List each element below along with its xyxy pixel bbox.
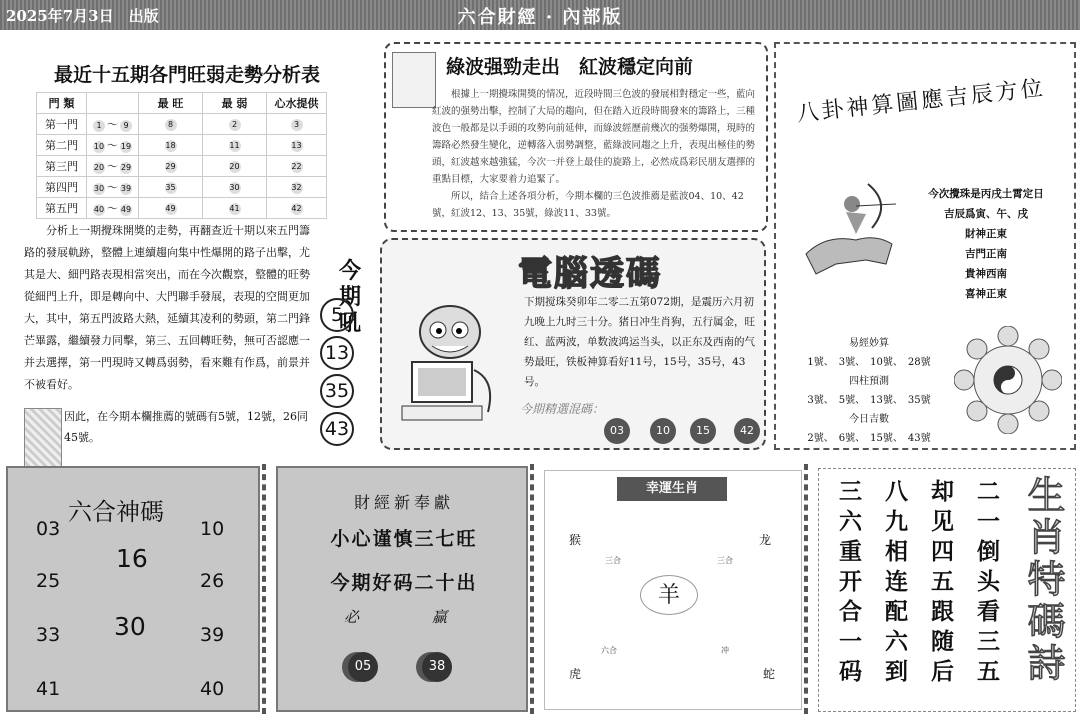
col-header: 心水提供	[267, 93, 327, 114]
select-label: 今期精選混碼：	[520, 402, 605, 416]
sizhu-label: 四柱預測	[849, 376, 889, 387]
analysis-text: 分析上一期攪珠開獎的走勢，再翻查近十期以來五門籌路的發展軌跡，整體上連續趨向集中性爆開的路子出擊，尤其是大、細門路表現相當突出，而在今次觀察，整體的旺勢從細門上升，即是轉向中、大門聯手發展，表現的空間更加大，其中，第五門波路大熱，延續其凌利的勢頭，第二門鋒芒畢露，繼續發力同擊，第三、五回轉旺勢，無可否認應一并去選擇，第一門現時又轉爲弱勢，看來難有作爲，前景并不被看好。	[24, 224, 310, 391]
col-header: 最 旺	[139, 93, 203, 114]
info-line: 貴神西南	[965, 268, 1007, 280]
caijing-line1: 小心谨慎三七旺	[330, 528, 478, 550]
liuhe-number: 41	[36, 678, 61, 700]
divider	[804, 464, 808, 714]
row-max: 8	[139, 114, 203, 135]
liuhe-number: 33	[36, 624, 61, 646]
col-header: 門 類	[37, 93, 87, 114]
liuhe-number: 40	[200, 678, 225, 700]
shout-ball: 5	[320, 298, 354, 332]
mix-number: 03	[604, 418, 630, 444]
liuhe-number: 26	[200, 570, 225, 592]
zodiac-monkey: 猴	[569, 533, 582, 547]
masthead: 六合財經 · 內部版	[457, 7, 623, 28]
row-name: 第一門	[37, 114, 87, 135]
caijing-title: 財經新奉獻	[353, 493, 454, 512]
wave-title: 綠波强勁走出 紅波穩定向前	[446, 56, 694, 78]
shout-ball: 43	[320, 412, 354, 446]
analysis-panel	[6, 40, 368, 450]
horse-archer-icon	[796, 174, 906, 284]
row-max: 35	[139, 177, 203, 198]
row-tip: 3	[267, 114, 327, 135]
wave-body	[432, 86, 762, 222]
bagua-title: 八卦神算圖應吉辰方位	[795, 75, 1047, 127]
row-max: 49	[139, 198, 203, 219]
shout-ball: 35	[320, 374, 354, 408]
row-min: 11	[203, 135, 267, 156]
bagua-info	[896, 184, 1076, 304]
computer-title: 電腦透碼	[518, 254, 662, 294]
ying-label: 贏	[432, 608, 448, 626]
row-tip: 32	[267, 177, 327, 198]
liuhe-big-number: 16	[116, 544, 148, 573]
row-range: 10 ～ 19	[87, 135, 139, 156]
table-header-row	[37, 93, 327, 114]
row-range: 1 ～ 9	[87, 114, 139, 135]
row-tip: 42	[267, 198, 327, 219]
row-min: 2	[203, 114, 267, 135]
info-line: 財神正東	[965, 228, 1007, 240]
info-line: 吉辰爲寅、午、戌	[944, 208, 1028, 220]
computer-panel	[380, 238, 766, 450]
caijing-ball: 38	[422, 652, 452, 682]
scholar-image	[392, 52, 436, 108]
liuhe-number: 03	[36, 518, 61, 540]
poem-title: 生肖特碼詩	[1021, 475, 1065, 685]
jinri-label: 今日吉數	[849, 414, 889, 425]
relation-label: 三合	[605, 556, 621, 565]
sizhu-row: 3號、 5號、 13號、 35號	[807, 395, 931, 406]
jinri-row: 2號、 6號、 15號、 43號	[807, 433, 931, 444]
divider	[262, 464, 266, 714]
row-name: 第二門	[37, 135, 87, 156]
info-line: 今次攪珠是丙戌土霄定日	[928, 188, 1044, 200]
lucky-title: 幸運生肖	[617, 477, 727, 501]
row-range: 20 ～ 29	[87, 156, 139, 177]
row-range: 40 ～ 49	[87, 198, 139, 219]
poem-panel	[818, 468, 1076, 712]
bagua-wheel-icon	[954, 326, 1062, 434]
row-name: 第五門	[37, 198, 87, 219]
poem-line: 二一倒头看三五	[973, 479, 1000, 689]
mix-number: 42	[734, 418, 760, 444]
yijing-label: 易經妙算	[849, 338, 889, 349]
liuhe-big-number: 30	[114, 612, 146, 641]
caijing-panel	[276, 466, 528, 712]
mix-number: 10	[650, 418, 676, 444]
row-max: 29	[139, 156, 203, 177]
relation-label: 三合	[717, 556, 733, 565]
table-row	[37, 198, 327, 219]
row-min: 20	[203, 156, 267, 177]
liuhe-number: 39	[200, 624, 225, 646]
bagua-panel	[774, 42, 1076, 450]
mix-number: 15	[690, 418, 716, 444]
col-header	[87, 93, 139, 114]
computer-body: 下期搅珠癸卯年二零二五第072期，是震历六月初九晚上九时三十分。猪日冲生肖狗，五行属金，旺红、蓝两波，单数波鸿运当头，以正东及西南的气势最旺，铁板神算看好11号，15号，35号，43号。	[524, 296, 755, 388]
yijing-row: 1號、 3號、 10號、 28號	[807, 357, 931, 368]
table-row	[37, 135, 327, 156]
poem-line: 却见四五跟随后	[927, 479, 954, 689]
caijing-line2: 今期好码二十出	[330, 572, 478, 594]
row-max: 18	[139, 135, 203, 156]
col-header: 最 弱	[203, 93, 267, 114]
table-row	[37, 114, 327, 135]
liuhe-number: 10	[200, 518, 225, 540]
info-line: 喜神正東	[965, 288, 1007, 300]
poem-line: 三六重开合一码	[835, 479, 862, 689]
analysis-title: 最近十五期各門旺弱走勢分析表	[53, 64, 320, 86]
row-name: 第四門	[37, 177, 87, 198]
bi-label: 必	[344, 608, 360, 626]
row-min: 41	[203, 198, 267, 219]
row-tip: 13	[267, 135, 327, 156]
liuhe-title: 六合神碼	[68, 498, 164, 526]
wave-panel	[384, 42, 768, 232]
row-range: 30 ～ 39	[87, 177, 139, 198]
relation-label: 六合	[601, 646, 617, 655]
shout-label: 今期吼	[338, 258, 361, 336]
wave-paragraph: 根據上一期攪珠開獎的情况，近段時間三色波的發展相對穩定一些，藍向紅波的强勢出擊，控制了大局的趨向，但在踏入近段時間發來的籌路上，三種波色一般都是以手頭的攻勢向前延伸，而綠波經歷前幾次的强勢爆開，現時的籌路必然發生變化，逆轉落入弱勢調整，藍綠波同趨之上升，表現出極佳的勢頭，紅波越來越強猛，今次一并登上最佳的旋路上，必然成爲彩民朋友選擇的重點目標，大家要着力追緊了。	[432, 89, 756, 185]
publish-date: 2025年7月3日 出版	[6, 7, 159, 25]
liuhe-panel	[6, 466, 260, 712]
row-tip: 22	[267, 156, 327, 177]
zodiac-tiger: 虎	[569, 667, 582, 681]
zodiac-snake: 蛇	[763, 667, 776, 681]
table-row	[37, 156, 327, 177]
robot-computer-icon	[392, 300, 512, 430]
row-name: 第三門	[37, 156, 87, 177]
zodiac-dragon: 龙	[759, 533, 772, 547]
liuhe-number: 25	[36, 570, 61, 592]
row-min: 30	[203, 177, 267, 198]
relation-label: 冲	[721, 646, 729, 655]
shout-ball: 13	[320, 336, 354, 370]
info-line: 吉門正南	[965, 248, 1007, 260]
caijing-ball: 05	[348, 652, 378, 682]
analysis-table	[36, 92, 327, 219]
bagua-numbers	[784, 334, 954, 448]
analysis-recommend: 因此，在今期本欄推薦的號碼有5號，12號，26同45號。	[64, 410, 308, 444]
zodiac-sheep: 羊	[640, 575, 698, 615]
table-row	[37, 177, 327, 198]
poem-line: 八九相连配六到	[881, 479, 908, 689]
wave-recommend: 所以，結合上述各項分析，今期本欄的三色波推薦是藍波04、10、42號，紅波12、13、35號，綠波11、33號。	[432, 191, 744, 219]
lucky-panel	[544, 470, 802, 710]
divider	[530, 464, 534, 714]
